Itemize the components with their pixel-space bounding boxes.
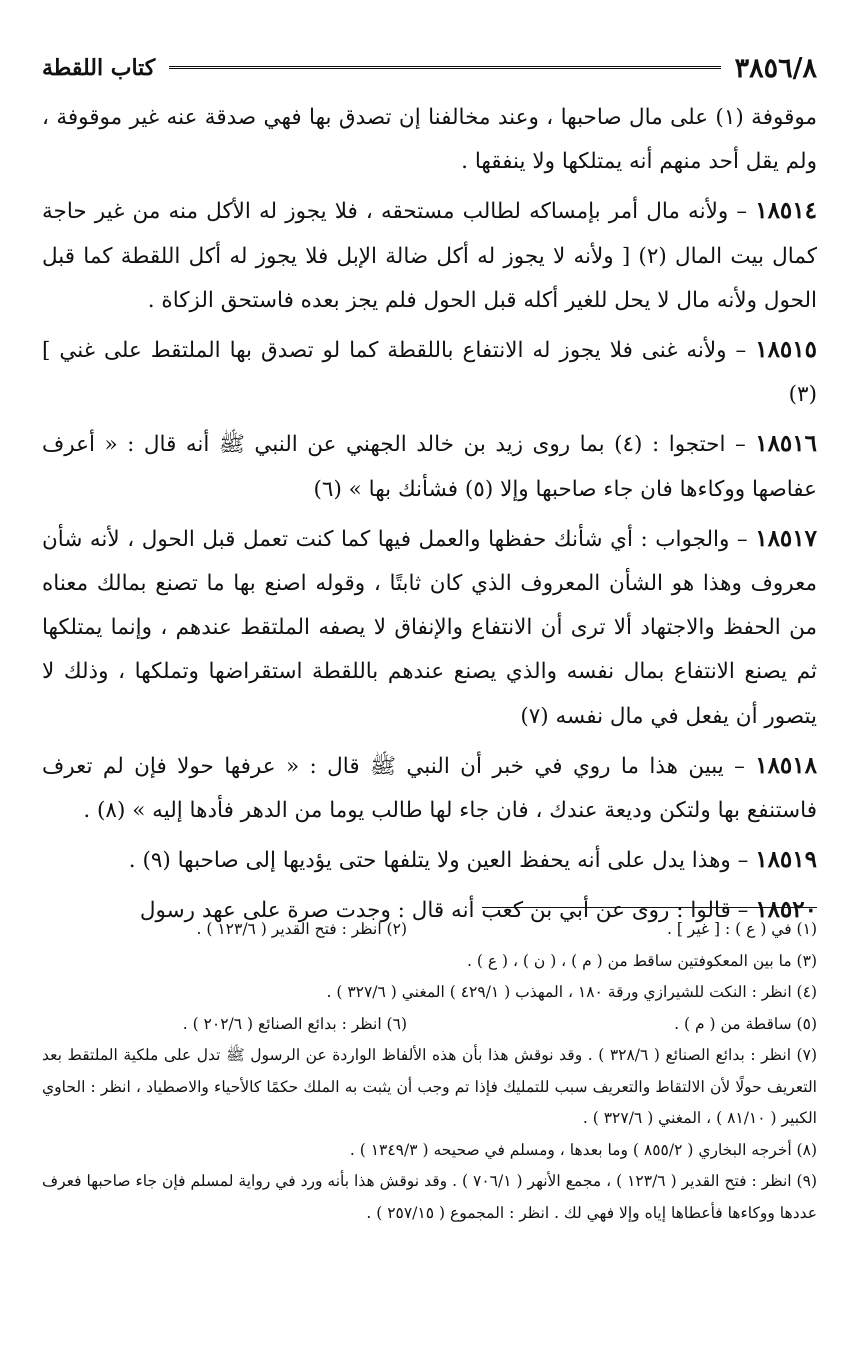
paragraph-number: ١٨٥١٤ — [755, 197, 817, 225]
paragraph — [42, 422, 817, 511]
footnote: (٢) انظر : فتح القدير ( ١٢٣/٦ ) . — [196, 920, 407, 938]
paragraph-text: – وهذا يدل على أنه يحفظ العين ولا يتلفها حتى يؤديها إلى صاحبها (٩) . — [128, 848, 756, 874]
footnote: (٣) ما بين المعكوفتين ساقط من ( م ) ، ( ن ) ، ( ع ) . — [467, 951, 817, 970]
footnotes — [42, 914, 817, 1229]
footnote: (٦) انظر : بدائع الصنائع ( ٢٠٢/٦ ) . — [182, 1014, 407, 1033]
paragraph-number: ١٨٥١٥ — [755, 336, 817, 364]
paragraph-text: موقوفة (١) على مال صاحبها ، وعند مخالفنا إن تصدق بها فهي صدقة عنه غير موقوفة ، ولم يقل أحد منهم أنه يمتلكها ولا ينفقها . — [42, 105, 817, 175]
footnote-divider — [482, 907, 817, 908]
paragraph — [42, 517, 817, 739]
paragraph — [42, 838, 817, 883]
paragraph-number: ١٨٥١٨ — [755, 751, 817, 779]
footnote-row — [42, 1009, 817, 1041]
header-rule — [169, 66, 720, 71]
footnote: (٤) انظر : النكت للشيرازي ورقة ١٨٠ ، المهذب ( ٤٢٩/١ ) المغني ( ٣٢٧/٦ ) . — [326, 983, 817, 1001]
paragraph-text: – ولأنه غنى فلا يجوز له الانتفاع باللقطة كما لو تصدق بها الملتقط على غني ] (٣) — [42, 338, 817, 408]
paragraph-text: – والجواب : أي شأنك حفظها والعمل فيها كما كنت تعمل قبل الحول ، لأنه شأن معروف وهذا هو الشأن المعروف الذي كان ثابتًا ، وقوله اصنع بها ما تصنع بمالك معناه من الحفظ والاجتهاد ألا ترى أن الانتفاع والإنفاق لا يصفه الملتقط عندهم ، وإنما يمتلكها ثم يصنع الانتفاع بمال نفسه والذي يصنع عندهم باللقطة استقراضها وتملكها ، وذلك لا يتصور أن يفعل في مال نفسه (٧) — [42, 526, 817, 729]
paragraph — [42, 96, 817, 184]
page-number: ٣٨٥٦/٨ — [734, 52, 817, 84]
footnote: (٩) انظر : فتح القدير ( ١٢٣/٦ ) ، مجمع الأنهر ( ٧٠٦/١ ) . وقد نوقش هذا بأنه ورد في رواية لمسلم فإن جاء صاحبها فعرف عددها ووكاءها فأعطاها إياه وإلا فهي لك . انظر : المجموع ( ٢٥٧/١٥ ) . — [42, 1172, 817, 1222]
paragraph — [42, 744, 817, 833]
paragraph-text: – قالوا : روى عن أبي بن كعب أنه قال : وجدت صرة على عهد رسول — [139, 898, 756, 924]
paragraph-number: ١٨٥١٧ — [755, 524, 817, 552]
page-header — [42, 48, 817, 88]
footnote: (١) في ( ع ) : [ غير ] . — [666, 920, 817, 938]
book-title: كتاب اللقطة — [42, 55, 156, 81]
footnote: (٨) أخرجه البخاري ( ٨٥٥/٢ ) وما بعدها ، ومسلم في صحيحه ( ١٣٤٩/٣ ) . — [349, 1140, 817, 1159]
main-text — [42, 96, 817, 934]
paragraph-number: ١٨٥١٩ — [755, 846, 817, 874]
paragraph — [42, 328, 817, 417]
footnote-row — [42, 914, 817, 946]
footnote: (٥) ساقطة من ( م ) . — [674, 1014, 817, 1033]
paragraph — [42, 189, 817, 323]
paragraph-text: – ولأنه مال أمر بإمساكه لطالب مستحقه ، فلا يجوز له الأكل منه من غير حاجة كمال بيت المال (٢) [ ولأنه لا يجوز له أكل ضالة الإبل فلا يجوز له أكل اللقطة كما قبل الحول ولأنه مال لا يحل للغير أكله قبل الحول فلم يجز بعده فاستحق الزكاة . — [42, 199, 817, 313]
paragraph-text: – يبين هذا ما روي في خبر أن النبي ﷺ قال : « عرفها حولا فإن لم تعرف فاستنفع بها ولتكن وديعة عندك ، فان جاء لها طالب يوما من الدهر فأدها إليه » (٨) . — [42, 753, 817, 824]
paragraph-number: ١٨٥٢٠ — [755, 896, 817, 924]
paragraph-number: ١٨٥١٦ — [755, 430, 817, 458]
paragraph-text: – احتجوا : (٤) بما روى زيد بن خالد الجهني عن النبي ﷺ أنه قال : « أعرف عفاصها ووكاءها فان جاء صاحبها وإلا (٥) فشأنك بها » (٦) — [42, 432, 817, 502]
footnote: (٧) انظر : بدائع الصنائع ( ٣٢٨/٦ ) . وقد نوقش هذا بأن هذه الألفاظ الواردة عن الرسول ﷺ تدل على ملكية الملتقط بعد التعريف حولًا لأن الالتقاط والتعريف سبب للتمليك فإذا تم وجب أن يثبت به الملك حكمًا كالأحياء والاصطياد ، انظر : الحاوي الكبير ( ٨١/١٠ ) ، المغني ( ٣٢٧/٦ ) . — [42, 1046, 817, 1127]
